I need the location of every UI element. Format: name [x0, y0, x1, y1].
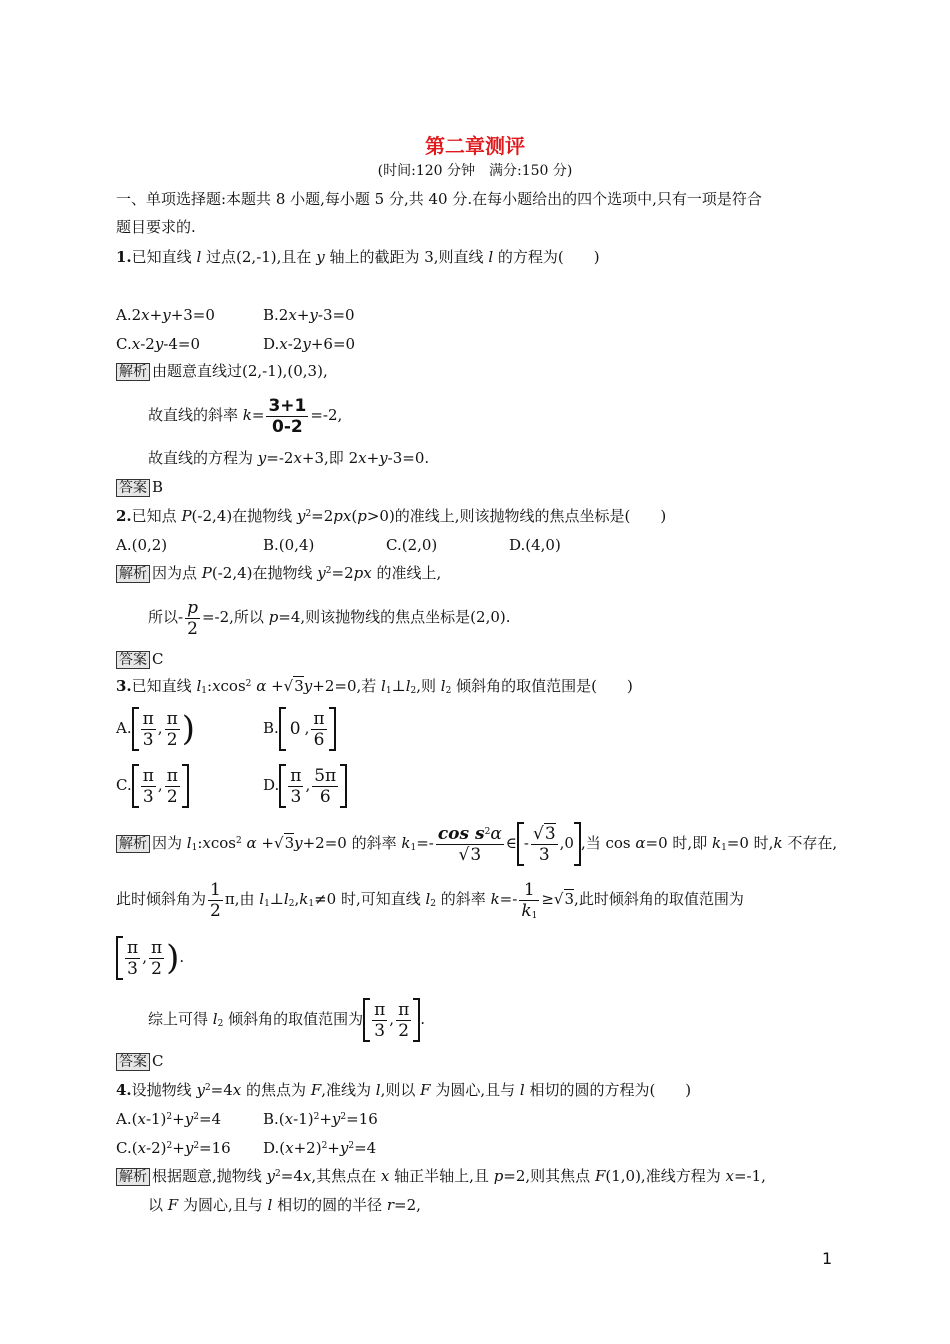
question-1: 1.已知直线 l 过点(2,-1),且在 y 轴上的截距为 3,则直线 l 的方程为( )	[116, 248, 600, 266]
option-a: A. $\frac{\pi}{3}$ , $\frac{\pi}{2}$ )	[116, 708, 196, 750]
analysis-2-focus: 所以- $\frac{p}{2}$ =-2,所以 p=4,则该抛物线的焦点坐标是(2,0).	[148, 597, 511, 639]
page-number: 1	[822, 1249, 833, 1268]
page-title: 第二章测评	[425, 134, 525, 158]
analysis-1-line: 故直线的方程为 y=-2x+3,即 2x+y-3=0.	[148, 449, 430, 467]
option-c: C.x-2y-4=0	[116, 335, 201, 353]
option-a: A.2x+y+3=0	[116, 306, 215, 324]
option-b: B.(0,4)	[263, 536, 315, 554]
analysis-4-cont: 以 F 为圆心,且与 l 相切的圆的半径 r=2,	[148, 1196, 421, 1214]
question-4: 4.设抛物线 $y^2=4x$ 的焦点为 F,准线为 l,则以 F 为圆心,且与 l 相切的圆的方程为( )	[116, 1081, 692, 1099]
option-d: D. $\frac{\pi}{3}$ , $\frac{5\pi}{6}$	[263, 762, 347, 808]
analysis-1: 解析 由题意直线过(2,-1),(0,3),	[116, 362, 328, 381]
option-c: $C.(x-2)^2+y^2=16$	[116, 1139, 231, 1157]
answer-3: 答案 C	[116, 1052, 163, 1071]
option-b: $B.(x-1)^2+y^2=16$	[263, 1110, 378, 1128]
analysis-3: 解析 因为 $l_1:xcos^2$ α +√3y+2=0 的斜率 $k_1=-$ $\frac{\cos s^2\alpha}{√3}$ ∈ - $\frac{√3}{3}$ ,0 ,当 cos α=0 时,即 $k_1=0$ 时,k 不存在,	[116, 820, 837, 866]
analysis-1-slope: 故直线的斜率 k= $\frac{3+1}{0-2}$ =-2,	[148, 395, 343, 437]
option-c: C.(2,0)	[386, 536, 438, 554]
option-b: B.2x+y-3=0	[263, 306, 355, 324]
analysis-label: 解析	[116, 363, 150, 381]
analysis-3-cont: 此时倾斜角为 $\frac{1}{2}$ π,由 $l_1\perp l_2,k_1\ne 0$ 时,可知直线 $l_2$ 的斜率 k=- $\frac{1}{k_1}$ ≥√3,此时倾斜角的取值范围为	[116, 879, 744, 921]
answer-1: 答案 B	[116, 478, 163, 497]
answer-2: 答案 C	[116, 650, 163, 669]
option-d: $D.(x+2)^2+y^2=4$	[263, 1139, 377, 1157]
analysis-2: 解析 因为点 P(-2,4)在抛物线 $y^2=2px$ 的准线上,	[116, 564, 441, 583]
option-d: D.x-2y+6=0	[263, 335, 356, 353]
option-a: A.(0,2)	[116, 536, 168, 554]
question-3: 3.已知直线 $l_1:xcos^2$ α +√3y+2=0,若 $l_1\perp l_2$,则 $l_2$ 倾斜角的取值范围是( )	[116, 677, 633, 696]
section-instructions-cont: 题目要求的.	[116, 218, 196, 236]
analysis-3-range: $\frac{\pi}{3}$ , $\frac{\pi}{2}$ ).	[116, 934, 184, 980]
exam-info: (时间:120 分钟 满分:150 分)	[377, 163, 573, 179]
option-c: C. $\frac{\pi}{3}$ , $\frac{\pi}{2}$	[116, 762, 189, 808]
question-2: 2.已知点 P(-2,4)在抛物线 $y^2=2px(p>0)$的准线上,则该抛物线的焦点坐标是( )	[116, 507, 667, 525]
option-a: $A.(x-1)^2+y^2=4$	[116, 1110, 222, 1128]
question-number: 1.	[116, 248, 132, 266]
option-d: D.(4,0)	[509, 536, 561, 554]
answer-label: 答案	[116, 479, 150, 497]
option-b: B. 0 , $\frac{\pi}{6}$	[263, 705, 336, 751]
analysis-3-conclusion: 综上可得 $l_2$ 倾斜角的取值范围为 $\frac{\pi}{3}$ , $\frac{\pi}{2}$ .	[148, 999, 426, 1041]
analysis-4: 解析 根据题意,抛物线 $y^2=4x$,其焦点在 x 轴正半轴上,且 p=2,则其焦点 F(1,0),准线方程为 x=-1,	[116, 1167, 766, 1186]
section-instructions: 一、单项选择题:本题共 8 小题,每小题 5 分,共 40 分.在每小题给出的四个选项中,只有一项是符合	[116, 190, 762, 208]
